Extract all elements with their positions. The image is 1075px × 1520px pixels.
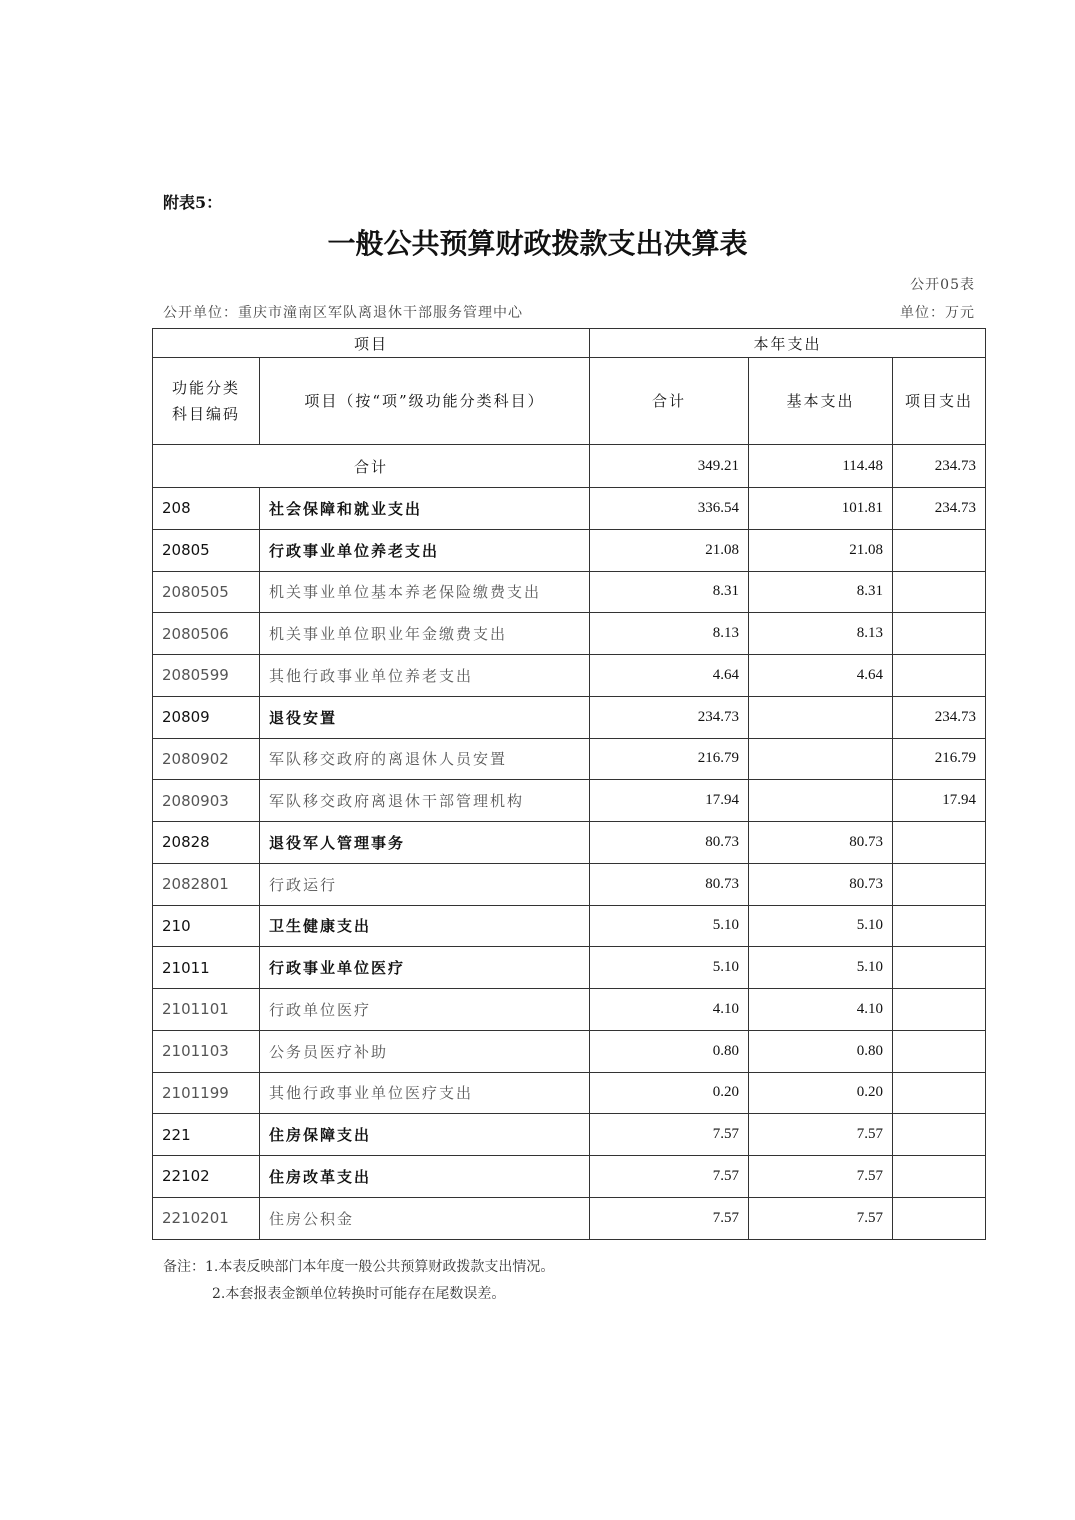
row-name: 社会保障和就业支出 — [260, 488, 590, 530]
row-basic: 8.31 — [749, 571, 893, 613]
row-basic: 7.57 — [749, 1114, 893, 1156]
row-code: 210 — [153, 905, 260, 947]
row-code: 208 — [153, 488, 260, 530]
header-project: 项目 — [153, 329, 590, 358]
row-proj — [893, 571, 986, 613]
row-name: 公务员医疗补助 — [260, 1030, 590, 1072]
row-name: 其他行政事业单位养老支出 — [260, 655, 590, 697]
row-basic — [749, 780, 893, 822]
row-name: 军队移交政府离退休干部管理机构 — [260, 780, 590, 822]
row-total: 21.08 — [590, 529, 749, 571]
row-code: 2101199 — [153, 1072, 260, 1114]
row-total: 8.13 — [590, 613, 749, 655]
row-total: 80.73 — [590, 863, 749, 905]
row-total: 0.80 — [590, 1030, 749, 1072]
expenditure-table — [152, 328, 986, 1240]
row-proj — [893, 1072, 986, 1114]
currency-unit: 单位：万元 — [900, 305, 975, 321]
row-proj — [893, 1114, 986, 1156]
table-row — [153, 780, 986, 822]
table-row — [153, 613, 986, 655]
row-proj — [893, 905, 986, 947]
row-total: 7.57 — [590, 1114, 749, 1156]
table-row — [153, 488, 986, 530]
row-name: 机关事业单位基本养老保险缴费支出 — [260, 571, 590, 613]
note-line-1: 备注：1.本表反映部门本年度一般公共预算财政拨款支出情况。 — [163, 1259, 555, 1275]
row-name: 卫生健康支出 — [260, 905, 590, 947]
table-row — [153, 529, 986, 571]
row-basic: 5.10 — [749, 905, 893, 947]
row-name: 退役军人管理事务 — [260, 822, 590, 864]
row-code: 2082801 — [153, 863, 260, 905]
row-proj — [893, 947, 986, 989]
row-basic: 8.13 — [749, 613, 893, 655]
row-proj — [893, 655, 986, 697]
attachment-label: 附表5： — [163, 193, 223, 212]
table-row — [153, 905, 986, 947]
row-code: 22102 — [153, 1156, 260, 1198]
table-row — [153, 738, 986, 780]
row-proj — [893, 1197, 986, 1239]
total-row — [153, 445, 986, 488]
row-name: 机关事业单位职业年金缴费支出 — [260, 613, 590, 655]
row-total: 5.10 — [590, 905, 749, 947]
row-name: 行政单位医疗 — [260, 989, 590, 1031]
row-total: 8.31 — [590, 571, 749, 613]
row-code: 20809 — [153, 696, 260, 738]
row-code: 20805 — [153, 529, 260, 571]
row-code: 2210201 — [153, 1197, 260, 1239]
header-code-line1: 功能分类 — [171, 379, 240, 397]
row-basic — [749, 696, 893, 738]
row-proj: 17.94 — [893, 780, 986, 822]
row-basic: 101.81 — [749, 488, 893, 530]
row-total: 0.20 — [590, 1072, 749, 1114]
row-total: 7.57 — [590, 1197, 749, 1239]
header-proj-col: 项目支出 — [893, 358, 986, 445]
row-proj — [893, 1156, 986, 1198]
row-proj: 234.73 — [893, 696, 986, 738]
row-proj — [893, 863, 986, 905]
note-line-2: 2.本套报表金额单位转换时可能存在尾数误差。 — [212, 1286, 506, 1302]
row-total: 7.57 — [590, 1156, 749, 1198]
table-row — [153, 947, 986, 989]
row-name: 行政运行 — [260, 863, 590, 905]
row-name: 其他行政事业单位医疗支出 — [260, 1072, 590, 1114]
row-code: 2080902 — [153, 738, 260, 780]
row-code: 2080903 — [153, 780, 260, 822]
row-proj — [893, 1030, 986, 1072]
row-basic: 4.10 — [749, 989, 893, 1031]
table-row — [153, 1156, 986, 1198]
row-proj — [893, 529, 986, 571]
header-row-2 — [153, 358, 986, 445]
row-proj: 234.73 — [893, 488, 986, 530]
row-code: 221 — [153, 1114, 260, 1156]
row-code: 2080505 — [153, 571, 260, 613]
row-name: 住房公积金 — [260, 1197, 590, 1239]
table-row — [153, 863, 986, 905]
row-total: 216.79 — [590, 738, 749, 780]
row-proj — [893, 613, 986, 655]
page-title: 一般公共预算财政拨款支出决算表 — [327, 227, 748, 260]
row-total: 17.94 — [590, 780, 749, 822]
table-row — [153, 1072, 986, 1114]
row-name: 军队移交政府的离退休人员安置 — [260, 738, 590, 780]
row-code: 21011 — [153, 947, 260, 989]
row-total: 80.73 — [590, 822, 749, 864]
publishing-unit: 公开单位：重庆市潼南区军队离退休干部服务管理中心 — [163, 305, 523, 321]
row-name: 住房保障支出 — [260, 1114, 590, 1156]
row-total: 5.10 — [590, 947, 749, 989]
total-label: 合计 — [153, 445, 590, 488]
header-row-1 — [153, 329, 986, 358]
header-code-col — [153, 358, 260, 445]
table-code: 公开05表 — [910, 277, 975, 293]
total-proj: 234.73 — [893, 445, 986, 488]
row-total: 234.73 — [590, 696, 749, 738]
table-row — [153, 1030, 986, 1072]
row-basic: 0.80 — [749, 1030, 893, 1072]
row-code: 2101103 — [153, 1030, 260, 1072]
row-proj: 216.79 — [893, 738, 986, 780]
table-row — [153, 989, 986, 1031]
row-basic: 80.73 — [749, 863, 893, 905]
table-row — [153, 696, 986, 738]
row-total: 4.64 — [590, 655, 749, 697]
row-proj — [893, 989, 986, 1031]
row-basic: 80.73 — [749, 822, 893, 864]
header-name-col: 项目（按“项”级功能分类科目） — [260, 358, 590, 445]
row-code: 2101101 — [153, 989, 260, 1031]
table-row — [153, 1114, 986, 1156]
row-name: 行政事业单位医疗 — [260, 947, 590, 989]
row-code: 20828 — [153, 822, 260, 864]
header-this-year: 本年支出 — [590, 329, 986, 358]
table-row — [153, 655, 986, 697]
row-name: 退役安置 — [260, 696, 590, 738]
row-total: 336.54 — [590, 488, 749, 530]
row-code: 2080599 — [153, 655, 260, 697]
row-basic: 4.64 — [749, 655, 893, 697]
row-basic: 0.20 — [749, 1072, 893, 1114]
total-total: 349.21 — [590, 445, 749, 488]
row-code: 2080506 — [153, 613, 260, 655]
row-proj — [893, 822, 986, 864]
row-basic — [749, 738, 893, 780]
table-body — [153, 488, 986, 1240]
notes — [163, 1254, 554, 1308]
row-basic: 21.08 — [749, 529, 893, 571]
header-total-col: 合计 — [590, 358, 749, 445]
row-basic: 5.10 — [749, 947, 893, 989]
table-row — [153, 822, 986, 864]
table-row — [153, 1197, 986, 1239]
row-name: 行政事业单位养老支出 — [260, 529, 590, 571]
row-total: 4.10 — [590, 989, 749, 1031]
row-basic: 7.57 — [749, 1197, 893, 1239]
header-basic-col: 基本支出 — [749, 358, 893, 445]
total-basic: 114.48 — [749, 445, 893, 488]
row-name: 住房改革支出 — [260, 1156, 590, 1198]
table-row — [153, 571, 986, 613]
header-code-line2: 科目编码 — [171, 405, 240, 423]
row-basic: 7.57 — [749, 1156, 893, 1198]
